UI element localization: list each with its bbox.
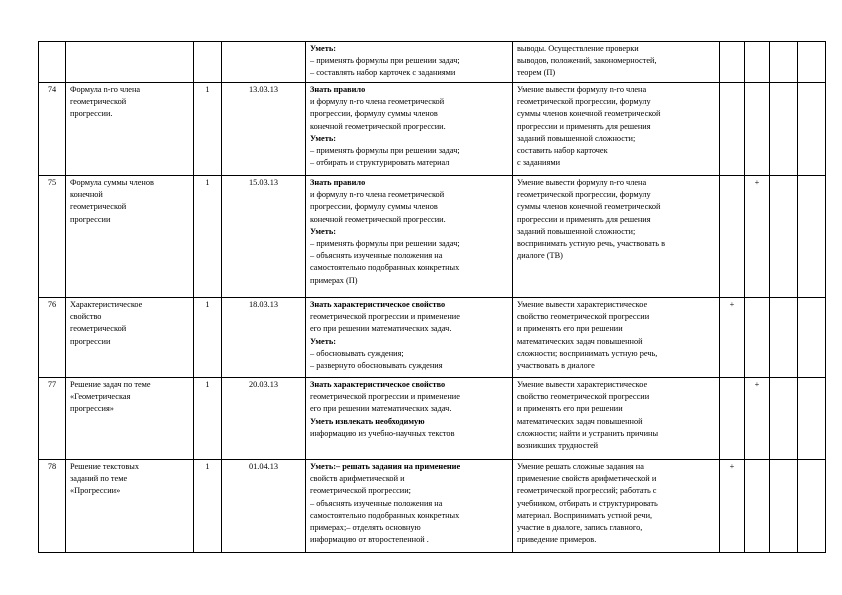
lesson-topic-cell-line: «Прогрессии»: [70, 486, 121, 496]
activities-cell-line: материал. Воспринимать устной речи,: [517, 510, 653, 520]
skills-cell-line: Уметь извлекать необходимую: [310, 416, 425, 426]
lesson-date-cell: [222, 176, 306, 298]
lesson-hours-cell: [194, 460, 222, 553]
skills-cell-line: – применять формулы при решении задач;: [310, 56, 460, 66]
skills-cell-line: самостоятельно подобранных конкретных: [310, 263, 460, 273]
skills-cell-line: информацию от второстепенной .: [310, 535, 429, 545]
skills-cell-line: Знать правило: [310, 85, 366, 94]
skills-cell-line: Уметь:– решать задания на применение: [310, 462, 461, 471]
lesson-date-cell: [222, 42, 306, 83]
lesson-number-cell-text: 76: [47, 300, 57, 309]
activities-cell-line: свойство геометрической прогрессии: [517, 312, 650, 322]
lesson-number-cell-text: 77: [47, 380, 57, 389]
skills-cell-line: Уметь:: [310, 336, 336, 346]
lesson-topic-cell: [66, 378, 194, 460]
lesson-hours-cell: [194, 83, 222, 176]
mark-cell-1: [720, 298, 745, 378]
skills-cell-line: Уметь:: [310, 44, 336, 53]
skills-cell-line: геометрической прогрессии и применение: [310, 312, 460, 322]
lesson-hours-cell: [194, 176, 222, 298]
empty-cell-1: [770, 176, 798, 298]
lesson-hours-cell: [194, 298, 222, 378]
lesson-date-cell-text: 18.03.13: [248, 300, 279, 309]
activities-cell: [513, 176, 720, 298]
activities-cell-line: геометрической прогрессии, формулу: [517, 97, 651, 107]
skills-cell: [306, 42, 513, 83]
table-row: [39, 176, 826, 298]
lesson-number-cell-text: 74: [47, 85, 57, 94]
lesson-topic-cell-line: геометрической: [70, 324, 127, 334]
skills-cell-line: – развернуто обосновывать суждения: [310, 361, 443, 371]
empty-cell-1: [770, 83, 798, 176]
skills-cell-line: его при решении математических задач.: [310, 324, 452, 334]
skills-cell-line: Знать правило: [310, 178, 366, 187]
lesson-date-cell-text: 01.04.13: [248, 462, 279, 471]
skills-cell-line: свойств арифметической и: [310, 474, 405, 484]
activities-cell-line: и применять его при решении: [517, 404, 623, 414]
mark-cell-1-text: +: [729, 300, 735, 309]
empty-cell-1: [770, 460, 798, 553]
lesson-plan-body: [39, 42, 826, 553]
skills-cell-line: – объяснять изученные положения на: [310, 251, 443, 261]
activities-cell-line: сложности; найти и устранить причины: [517, 428, 659, 438]
activities-cell-line: Умение решать сложные задания на: [517, 462, 644, 471]
skills-cell-line: Знать характеристическое свойство: [310, 380, 446, 389]
table-row: [39, 378, 826, 460]
lesson-hours-cell-text: 1: [205, 380, 210, 389]
skills-cell-line: геометрической прогрессии и применение: [310, 392, 460, 402]
activities-cell-line: и применять его при решении: [517, 324, 623, 334]
activities-cell-line: учебником, отбирать и структурировать: [517, 498, 658, 508]
table-row: [39, 83, 826, 176]
lesson-topic-cell-line: Решение задач по теме: [70, 380, 151, 389]
skills-cell-line: Уметь:: [310, 226, 336, 236]
empty-cell-2: [798, 298, 826, 378]
activities-cell-line: заданий повышенной сложности;: [517, 133, 636, 143]
empty-cell-2: [798, 460, 826, 553]
lesson-hours-cell-text: 1: [205, 462, 210, 471]
activities-cell-line: теорем (П): [517, 68, 556, 78]
lesson-topic-cell: [66, 83, 194, 176]
empty-cell-2: [798, 83, 826, 176]
lesson-date-cell: [222, 378, 306, 460]
lesson-date-cell-text: 15.03.13: [248, 178, 279, 187]
lesson-topic-cell-line: прогрессии: [70, 214, 111, 224]
mark-cell-2: [745, 298, 770, 378]
skills-cell-line: информацию из учебно-научных текстов: [310, 428, 455, 438]
lesson-topic-cell-line: прогрессия»: [70, 404, 114, 414]
lesson-date-cell-text: 20.03.13: [248, 380, 279, 389]
skills-cell: [306, 176, 513, 298]
empty-cell-1: [770, 378, 798, 460]
lesson-topic-cell-line: прогрессии: [70, 336, 111, 346]
mark-cell-1: [720, 378, 745, 460]
mark-cell-1: [720, 42, 745, 83]
lesson-number-cell: [39, 42, 66, 83]
mark-cell-1: [720, 460, 745, 553]
mark-cell-2: [745, 83, 770, 176]
skills-cell-line: – применять формулы при решении задач;: [310, 239, 460, 249]
lesson-hours-cell-text: 1: [205, 178, 210, 187]
lesson-topic-cell-line: свойство: [70, 312, 102, 322]
skills-cell: [306, 298, 513, 378]
skills-cell-line: его при решении математических задач.: [310, 404, 452, 414]
lesson-date-cell: [222, 298, 306, 378]
lesson-number-cell: [39, 83, 66, 176]
activities-cell-line: суммы членов конечной геометрической: [517, 109, 661, 119]
skills-cell-line: – применять формулы при решении задач;: [310, 146, 460, 156]
skills-cell: [306, 378, 513, 460]
activities-cell: [513, 460, 720, 553]
lesson-number-cell-text: 75: [47, 178, 57, 187]
mark-cell-2: [745, 460, 770, 553]
activities-cell: [513, 298, 720, 378]
lesson-hours-cell-text: 1: [205, 300, 210, 309]
activities-cell-line: Умение вывести характеристическое: [517, 300, 648, 309]
mark-cell-1: [720, 83, 745, 176]
activities-cell-line: приведение примеров.: [517, 535, 597, 545]
skills-cell-line: примерах;– отделять основную: [310, 523, 421, 533]
table-row: [39, 42, 826, 83]
activities-cell-line: свойство геометрической прогрессии: [517, 392, 650, 402]
lesson-hours-cell: [194, 42, 222, 83]
lesson-hours-cell: [194, 378, 222, 460]
skills-cell-line: конечной геометрической прогрессии.: [310, 214, 446, 224]
skills-cell: [306, 83, 513, 176]
skills-cell-line: – обосновывать суждения;: [310, 348, 404, 358]
activities-cell-line: математических задач повышенной: [517, 416, 643, 426]
skills-cell-line: и формулу n-го члена геометрической: [310, 97, 445, 107]
lesson-plan-table: [38, 41, 826, 553]
activities-cell-line: математических задач повышенной: [517, 336, 643, 346]
lesson-topic-cell: [66, 176, 194, 298]
activities-cell: [513, 42, 720, 83]
activities-cell-line: геометрической прогрессии, формулу: [517, 190, 651, 200]
lesson-topic-cell-line: заданий по теме: [70, 474, 128, 484]
activities-cell-line: прогрессии и применять для решения: [517, 121, 651, 131]
lesson-hours-cell-text: 1: [205, 85, 210, 94]
lesson-topic-cell-line: Формула n-го члена: [70, 85, 141, 94]
activities-cell-line: возникших трудностей: [517, 441, 599, 451]
skills-cell-line: примерах (П): [310, 275, 358, 285]
activities-cell-line: диалоге (ТВ): [517, 251, 563, 261]
skills-cell-line: Знать характеристическое свойство: [310, 300, 446, 309]
lesson-topic-cell: [66, 298, 194, 378]
skills-cell: [306, 460, 513, 553]
skills-cell-line: прогрессии, формулу суммы членов: [310, 109, 438, 119]
lesson-topic-cell-line: конечной: [70, 190, 103, 200]
lesson-topic-cell-line: Решение текстовых: [70, 462, 140, 471]
activities-cell-line: Умение вывести формулу n-го члена: [517, 85, 647, 94]
activities-cell-line: воспринимать устную речь, участвовать в: [517, 239, 665, 249]
activities-cell-line: выводы. Осуществление проверки: [517, 44, 639, 53]
mark-cell-2-text: +: [754, 380, 760, 389]
lesson-number-cell: [39, 460, 66, 553]
activities-cell-line: участвовать в диалоге: [517, 361, 595, 371]
activities-cell-line: заданий повышенной сложности;: [517, 226, 636, 236]
lesson-topic-cell-line: Характеристическое: [70, 300, 143, 309]
activities-cell-line: прогрессии и применять для решения: [517, 214, 651, 224]
activities-cell: [513, 83, 720, 176]
activities-cell-line: сложности; воспринимать устную речь,: [517, 348, 658, 358]
activities-cell-line: суммы членов конечной геометрической: [517, 202, 661, 212]
mark-cell-1: [720, 176, 745, 298]
skills-cell-line: геометрической прогрессии;: [310, 486, 411, 496]
mark-cell-2: [745, 42, 770, 83]
lesson-topic-cell: [66, 42, 194, 83]
skills-cell-line: конечной геометрической прогрессии.: [310, 121, 446, 131]
table-row: [39, 298, 826, 378]
empty-cell-2: [798, 42, 826, 83]
lesson-number-cell: [39, 378, 66, 460]
lesson-number-cell: [39, 176, 66, 298]
lesson-number-cell-text: 78: [47, 462, 57, 471]
activities-cell-line: составить набор карточек: [517, 146, 608, 156]
empty-cell-1: [770, 42, 798, 83]
empty-cell-2: [798, 378, 826, 460]
activities-cell-line: применение свойств арифметической и: [517, 474, 657, 484]
activities-cell-line: выводов, положений, закономерностей,: [517, 56, 657, 66]
skills-cell-line: – отбирать и структурировать материал: [310, 158, 450, 168]
mark-cell-1-text: +: [729, 462, 735, 471]
lesson-topic-cell-line: геометрической: [70, 97, 127, 107]
skills-cell-line: и формулу n-го члена геометрической: [310, 190, 445, 200]
skills-cell-line: – составлять набор карточек с заданиями: [310, 68, 456, 78]
lesson-topic-cell: [66, 460, 194, 553]
lesson-date-cell: [222, 460, 306, 553]
activities-cell-line: с заданиями: [517, 158, 561, 168]
skills-cell-line: – объяснять изученные положения на: [310, 498, 443, 508]
lesson-topic-cell-line: Формула суммы членов: [70, 178, 154, 187]
lesson-topic-cell-line: геометрической: [70, 202, 127, 212]
empty-cell-1: [770, 298, 798, 378]
mark-cell-2: [745, 176, 770, 298]
activities-cell-line: Умение вывести формулу n-го члена: [517, 178, 647, 187]
activities-cell-line: геометрической прогрессий; работать с: [517, 486, 657, 496]
lesson-date-cell: [222, 83, 306, 176]
mark-cell-2: [745, 378, 770, 460]
empty-cell-2: [798, 176, 826, 298]
table-row: [39, 460, 826, 553]
activities-cell-line: Умение вывести характеристическое: [517, 380, 648, 389]
lesson-date-cell-text: 13.03.13: [248, 85, 279, 94]
activities-cell: [513, 378, 720, 460]
lesson-topic-cell-line: «Геометрическая: [70, 392, 131, 402]
skills-cell-line: самостоятельно подобранных конкретных: [310, 510, 460, 520]
activities-cell-line: участие в диалоге, запись главного,: [517, 523, 643, 533]
skills-cell-line: Уметь:: [310, 133, 336, 143]
skills-cell-line: прогрессии, формулу суммы членов: [310, 202, 438, 212]
lesson-number-cell: [39, 298, 66, 378]
mark-cell-2-text: +: [754, 178, 760, 187]
lesson-topic-cell-line: прогрессии.: [70, 109, 113, 119]
